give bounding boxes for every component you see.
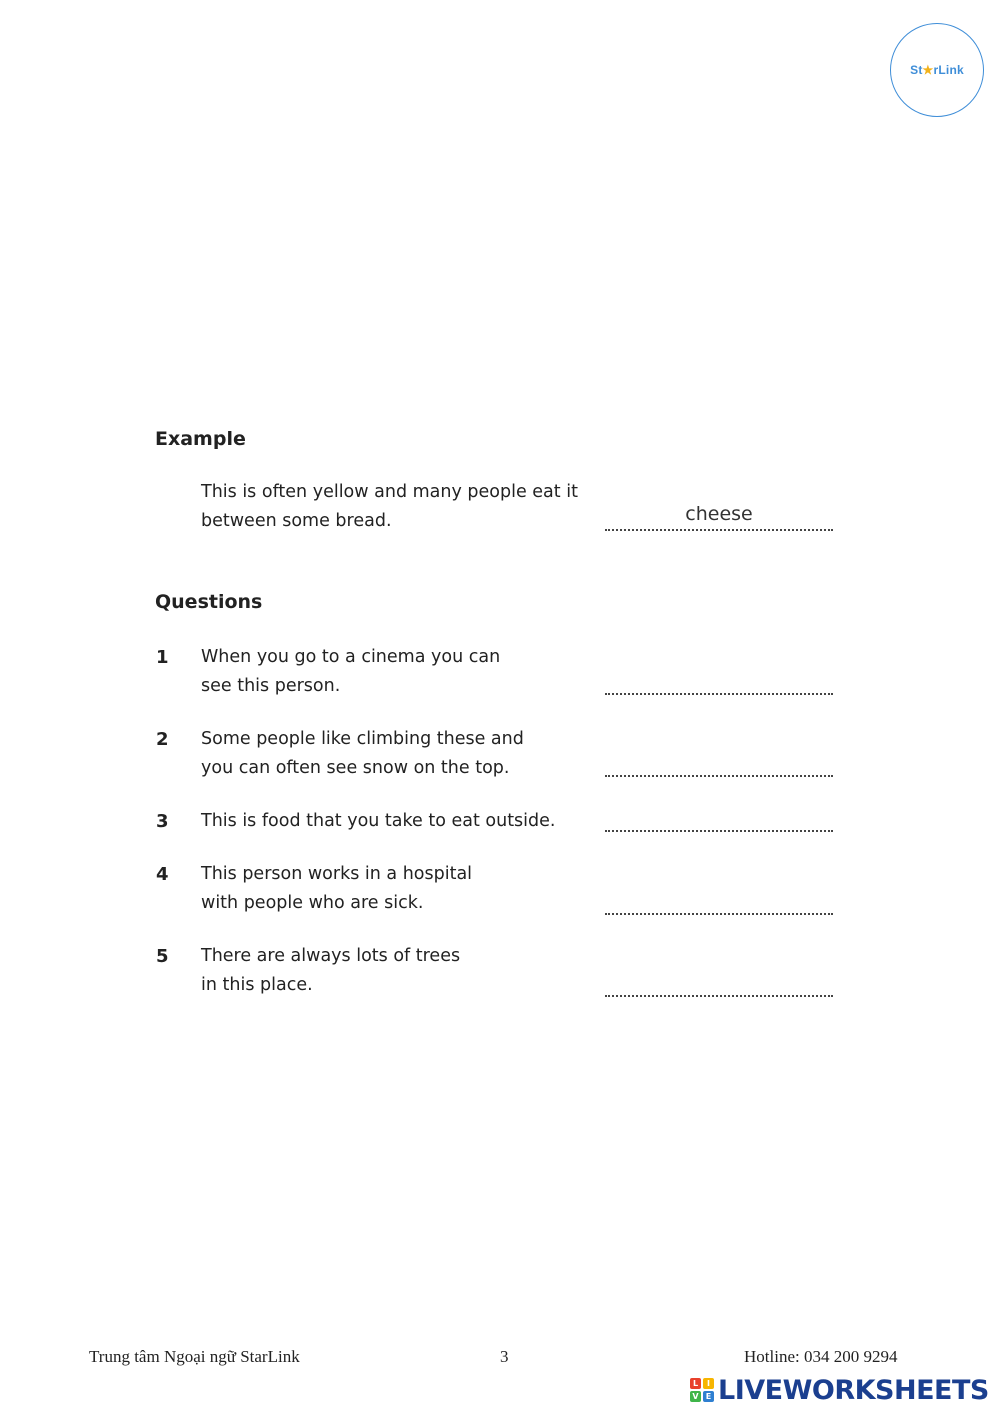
liveworksheets-text: LIVEWORKSHEETS bbox=[718, 1374, 989, 1406]
question-text bbox=[201, 643, 601, 701]
question-text bbox=[201, 725, 601, 783]
example-answer-field bbox=[605, 503, 833, 531]
question-number: 3 bbox=[156, 811, 169, 832]
question-line-1: Some people like climbing these and bbox=[201, 729, 524, 749]
page-number: 3 bbox=[500, 1347, 509, 1366]
live-square: I bbox=[703, 1378, 714, 1389]
star-icon: ★ bbox=[922, 63, 934, 77]
answer-input-5[interactable] bbox=[605, 975, 833, 997]
question-line-2: see this person. bbox=[201, 676, 341, 696]
live-squares-icon bbox=[690, 1378, 714, 1402]
example-answer: cheese bbox=[685, 503, 753, 525]
example-text bbox=[201, 478, 601, 536]
live-square: L bbox=[690, 1378, 701, 1389]
question-line-2: in this place. bbox=[201, 975, 313, 995]
question-text bbox=[201, 860, 601, 918]
question-line-2: you can often see snow on the top. bbox=[201, 758, 510, 778]
question-line-1: This is food that you take to eat outside. bbox=[201, 811, 556, 831]
question-number: 4 bbox=[156, 864, 169, 885]
answer-input-1[interactable] bbox=[605, 673, 833, 695]
liveworksheets-logo bbox=[690, 1373, 989, 1407]
question-text bbox=[201, 807, 601, 836]
example-line-2: between some bread. bbox=[201, 511, 392, 531]
questions-heading: Questions bbox=[155, 591, 263, 613]
answer-input-3[interactable] bbox=[605, 810, 833, 832]
footer-center-name: Trung tâm Ngoại ngữ StarLink bbox=[89, 1347, 300, 1366]
live-square: E bbox=[703, 1391, 714, 1402]
question-number: 2 bbox=[156, 729, 169, 750]
example-line-1: This is often yellow and many people eat it bbox=[201, 482, 578, 502]
logo-text: St★rLink bbox=[910, 63, 964, 77]
example-heading: Example bbox=[155, 428, 246, 450]
answer-input-2[interactable] bbox=[605, 755, 833, 777]
footer-hotline: Hotline: 034 200 9294 bbox=[744, 1347, 898, 1366]
answer-input-4[interactable] bbox=[605, 893, 833, 915]
question-line-1: When you go to a cinema you can bbox=[201, 647, 501, 667]
question-line-1: This person works in a hospital bbox=[201, 864, 473, 884]
question-line-1: There are always lots of trees bbox=[201, 946, 461, 966]
question-line-2: with people who are sick. bbox=[201, 893, 424, 913]
live-square: V bbox=[690, 1391, 701, 1402]
question-number: 5 bbox=[156, 946, 169, 967]
starlink-logo bbox=[890, 23, 984, 117]
question-text bbox=[201, 942, 601, 1000]
question-number: 1 bbox=[156, 647, 169, 668]
